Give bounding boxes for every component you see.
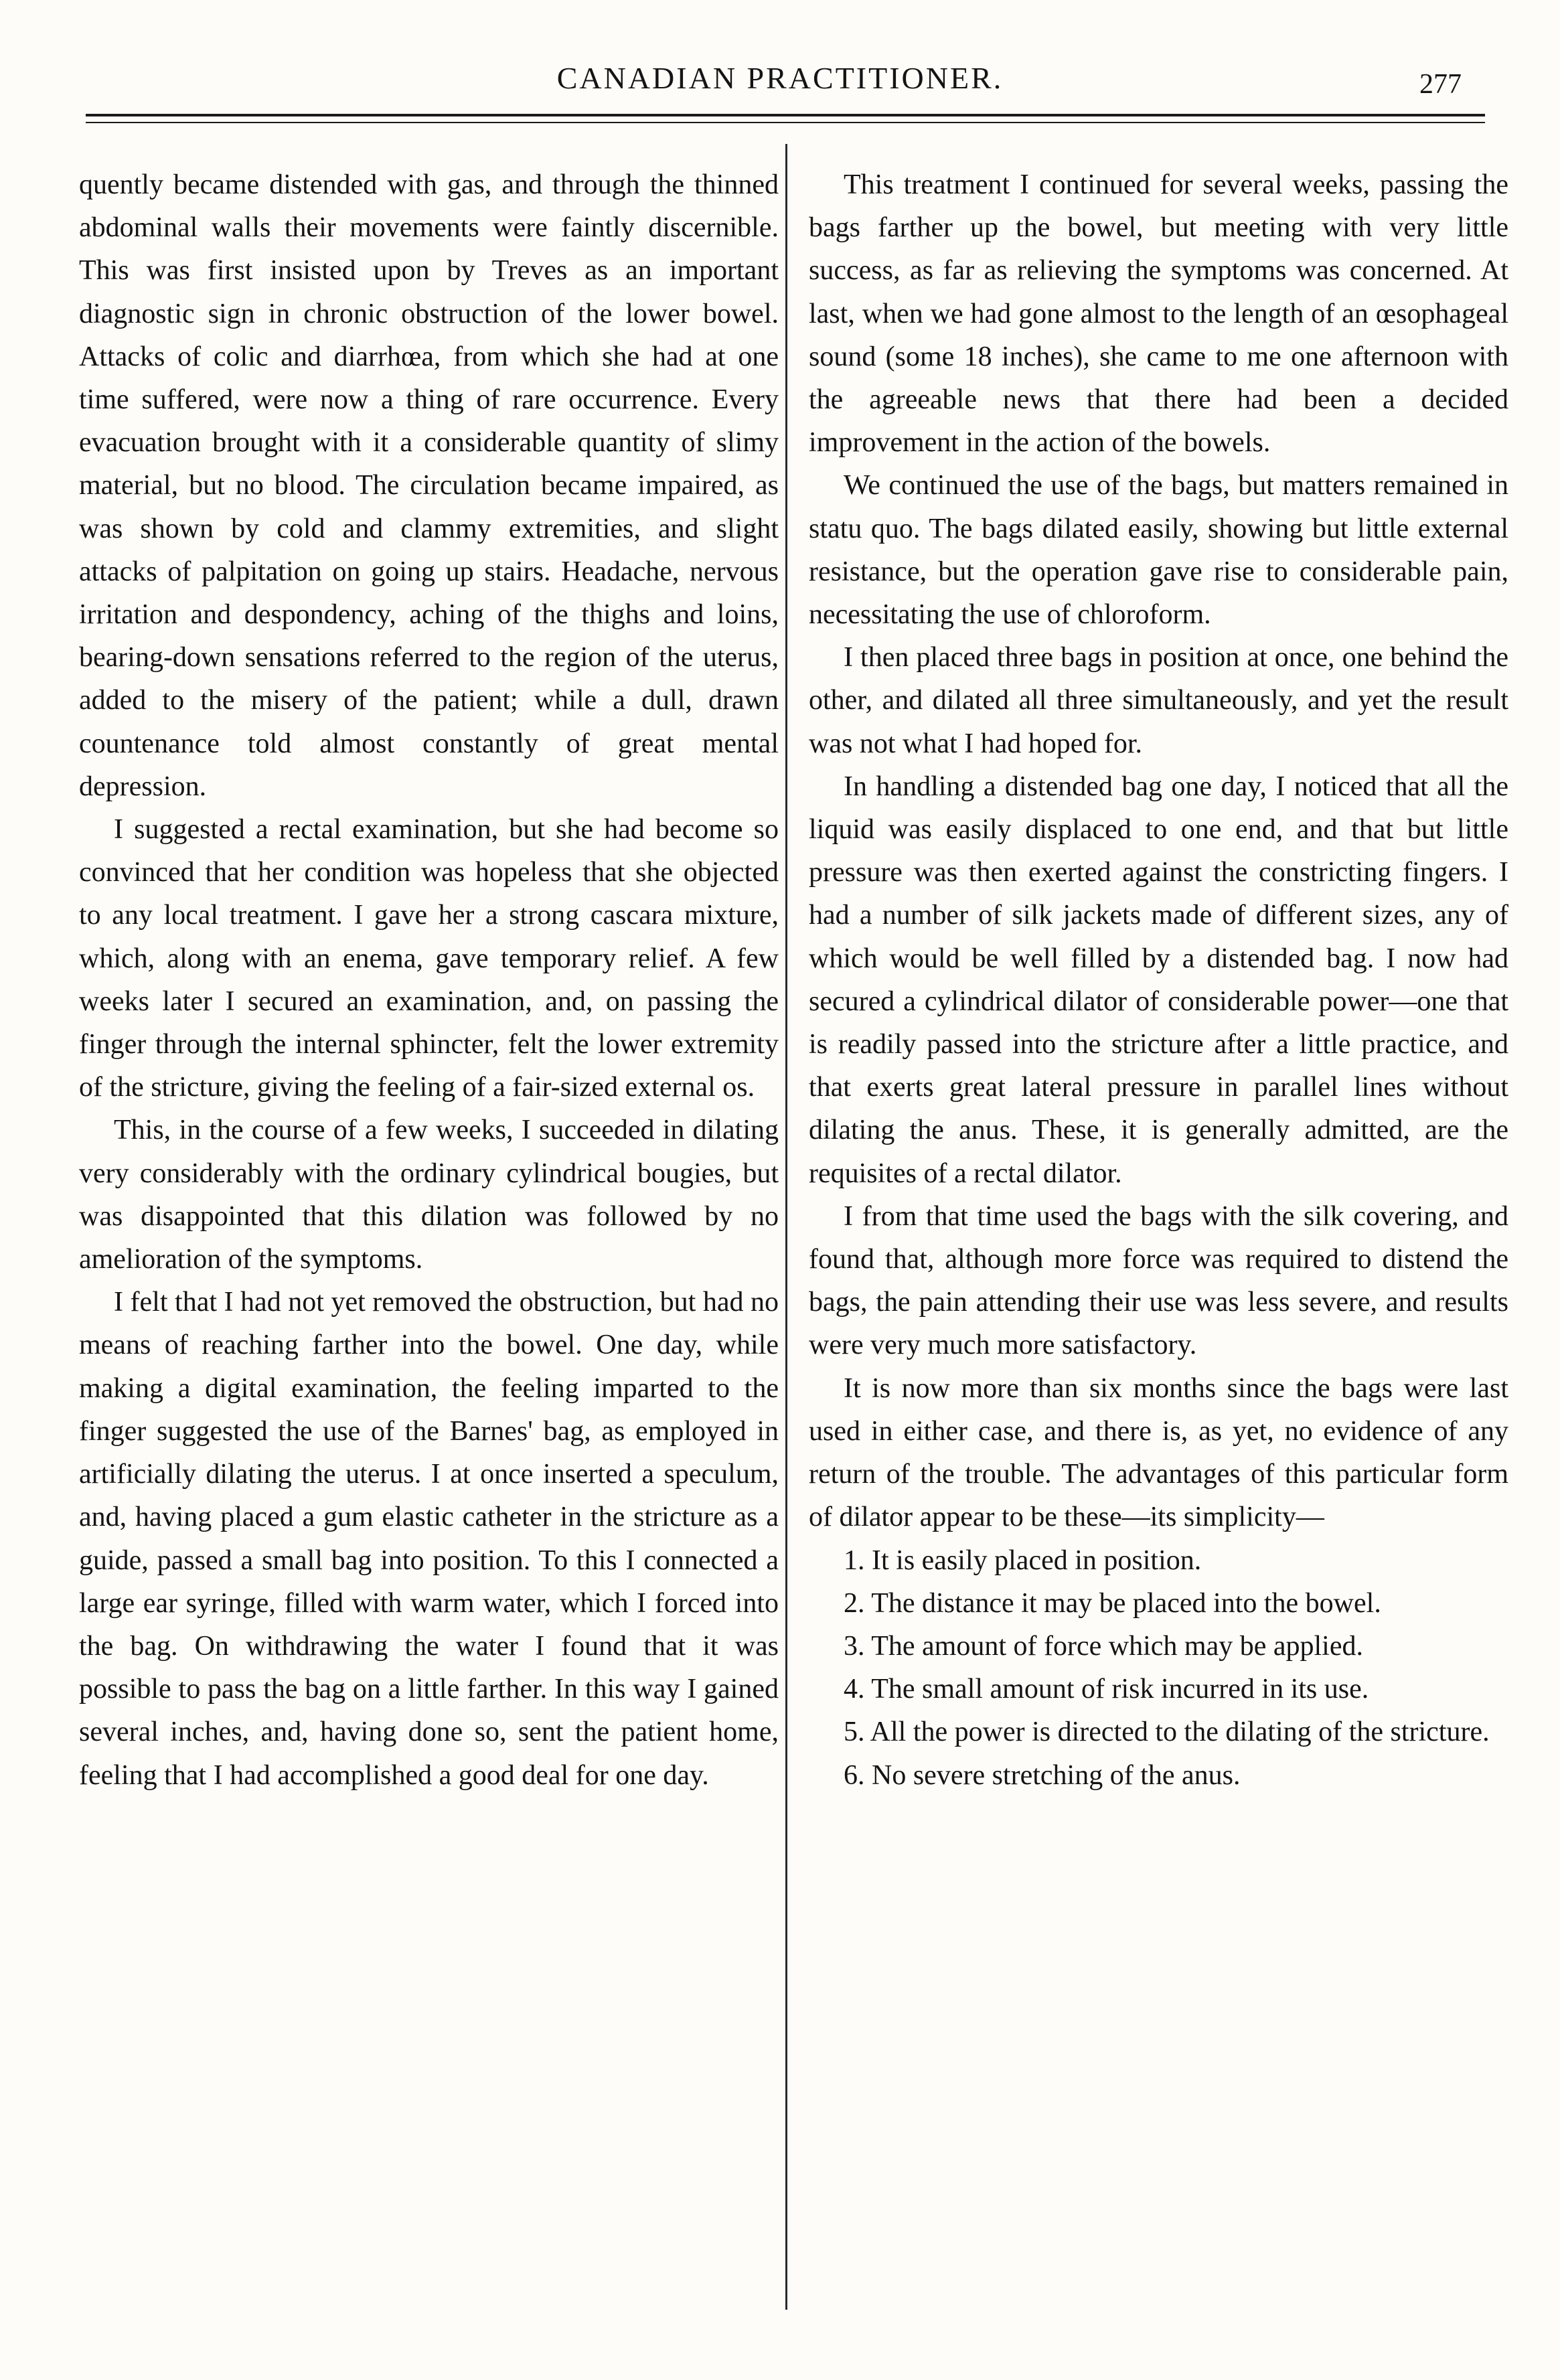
list-item: 4. The small amount of risk incurred in its use. [844,1674,1369,1705]
list-item: 3. The amount of force which may be applied. [844,1630,1363,1662]
header-rule-thin [86,122,1485,123]
list-item: 5. All the power is directed to the dilating of the stricture. [844,1717,1490,1748]
left-column [79,163,779,1797]
column-divider [785,144,787,2310]
paragraph: In handling a distended bag one day, I noticed that all the liquid was easily displaced to one end, and that but little pressure was then exerted against the constricting fingers. I had a number of silk jackets made of different sizes, any of which would be well filled by a distended bag. I now had secured a cylindrical dilator of considerable power—one that is readily passed into the stricture after a little practice, and that exerts great lateral pressure in parallel lines without dilating the anus. These, it is generally admitted, are the requisites of a rectal dilator. [809,771,1508,1189]
paragraph: This, in the course of a few weeks, I succeeded in dilating very considerably with the ordinary cylindrical bougies, but was disappointed that this dilation was followed by no amelioration of the symptoms. [79,1115,779,1275]
paragraph: quently became distended with gas, and through the thinned abdominal walls their movements were faintly discernible. This was first insisted upon by Treves as an important diagnostic sign in chronic obstruction of the lower bowel. Attacks of colic and diarrhœa, from which she had at one time suffered, were now a thing of rare occurrence. Every evacuation brought with it a considerable quantity of slimy material, but no blood. The circulation became impaired, as was shown by cold and clammy extremities, and slight attacks of palpitation on going up stairs. Headache, nervous irritation and despondency, aching of the thighs and loins, bearing-down sensations referred to the region of the uterus, added to the misery of the patient; while a dull, drawn countenance told almost constantly of great mental depression. [79,169,779,802]
running-title: CANADIAN PRACTITIONER. [556,61,1004,95]
list-item: 2. The distance it may be placed into the bowel. [844,1587,1381,1619]
list-item: 6. No severe stretching of the anus. [844,1759,1241,1791]
header-rule [86,114,1485,116]
paragraph: This treatment I continued for several weeks, passing the bags farther up the bowel, but meeting with very little success, as far as relieving the symptoms was concerned. At last, when we had gone almost to the length of an œsophageal sound (some 18 inches), she came to me one afternoon with the agreeable news that there had been a decided improvement in the action of the bowels. [809,169,1508,459]
list-item: 1. It is easily placed in position. [844,1544,1202,1576]
paragraph: I from that time used the bags with the silk covering, and found that, although more force was required to distend the bags, the pain attending their use was less severe, and results were very much more satisfactory. [809,1200,1508,1361]
paragraph: I then placed three bags in position at once, one behind the other, and dilated all three simultaneously, and yet the result was not what I had hoped for. [809,642,1508,759]
paragraph: We continued the use of the bags, but matters remained in statu quo. The bags dilated easily, showing but little external resistance, but the operation gave rise to considerable pain, necessitating the use of chloroform. [809,470,1508,631]
paragraph: I felt that I had not yet removed the obstruction, but had no means of reaching farther into the bowel. One day, while making a digital examination, the feeling imparted to the finger suggested the use of the Barnes' bag, as employed in artificially dilating the uterus. I at once inserted a speculum, and, having placed a gum elastic catheter in the stricture as a guide, passed a small bag into position. To this I connected a large ear syringe, filled with warm water, which I forced into the bag. On withdrawing the water I found that it was possible to pass the bag on a little farther. In this way I gained several inches, and, having done so, sent the patient home, feeling that I had accomplished a good deal for one day. [79,1287,779,1791]
page-number: 277 [1419,69,1462,100]
paragraph: I suggested a rectal examination, but she had become so convinced that her condition was hopeless that she objected to any local treatment. I gave her a strong cascara mixture, which, along with an enema, gave temporary relief. A few weeks later I secured an examination, and, on passing the finger through the internal sphincter, felt the lower extremity of the stricture, giving the feeling of a fair-sized external os. [79,814,779,1103]
paragraph: It is now more than six months since the bags were last used in either case, and there is, as yet, no evidence of any return of the trouble. The advantages of this particular form of dilator appear to be these—its simplicity— [809,1372,1508,1533]
right-column [809,163,1508,1797]
